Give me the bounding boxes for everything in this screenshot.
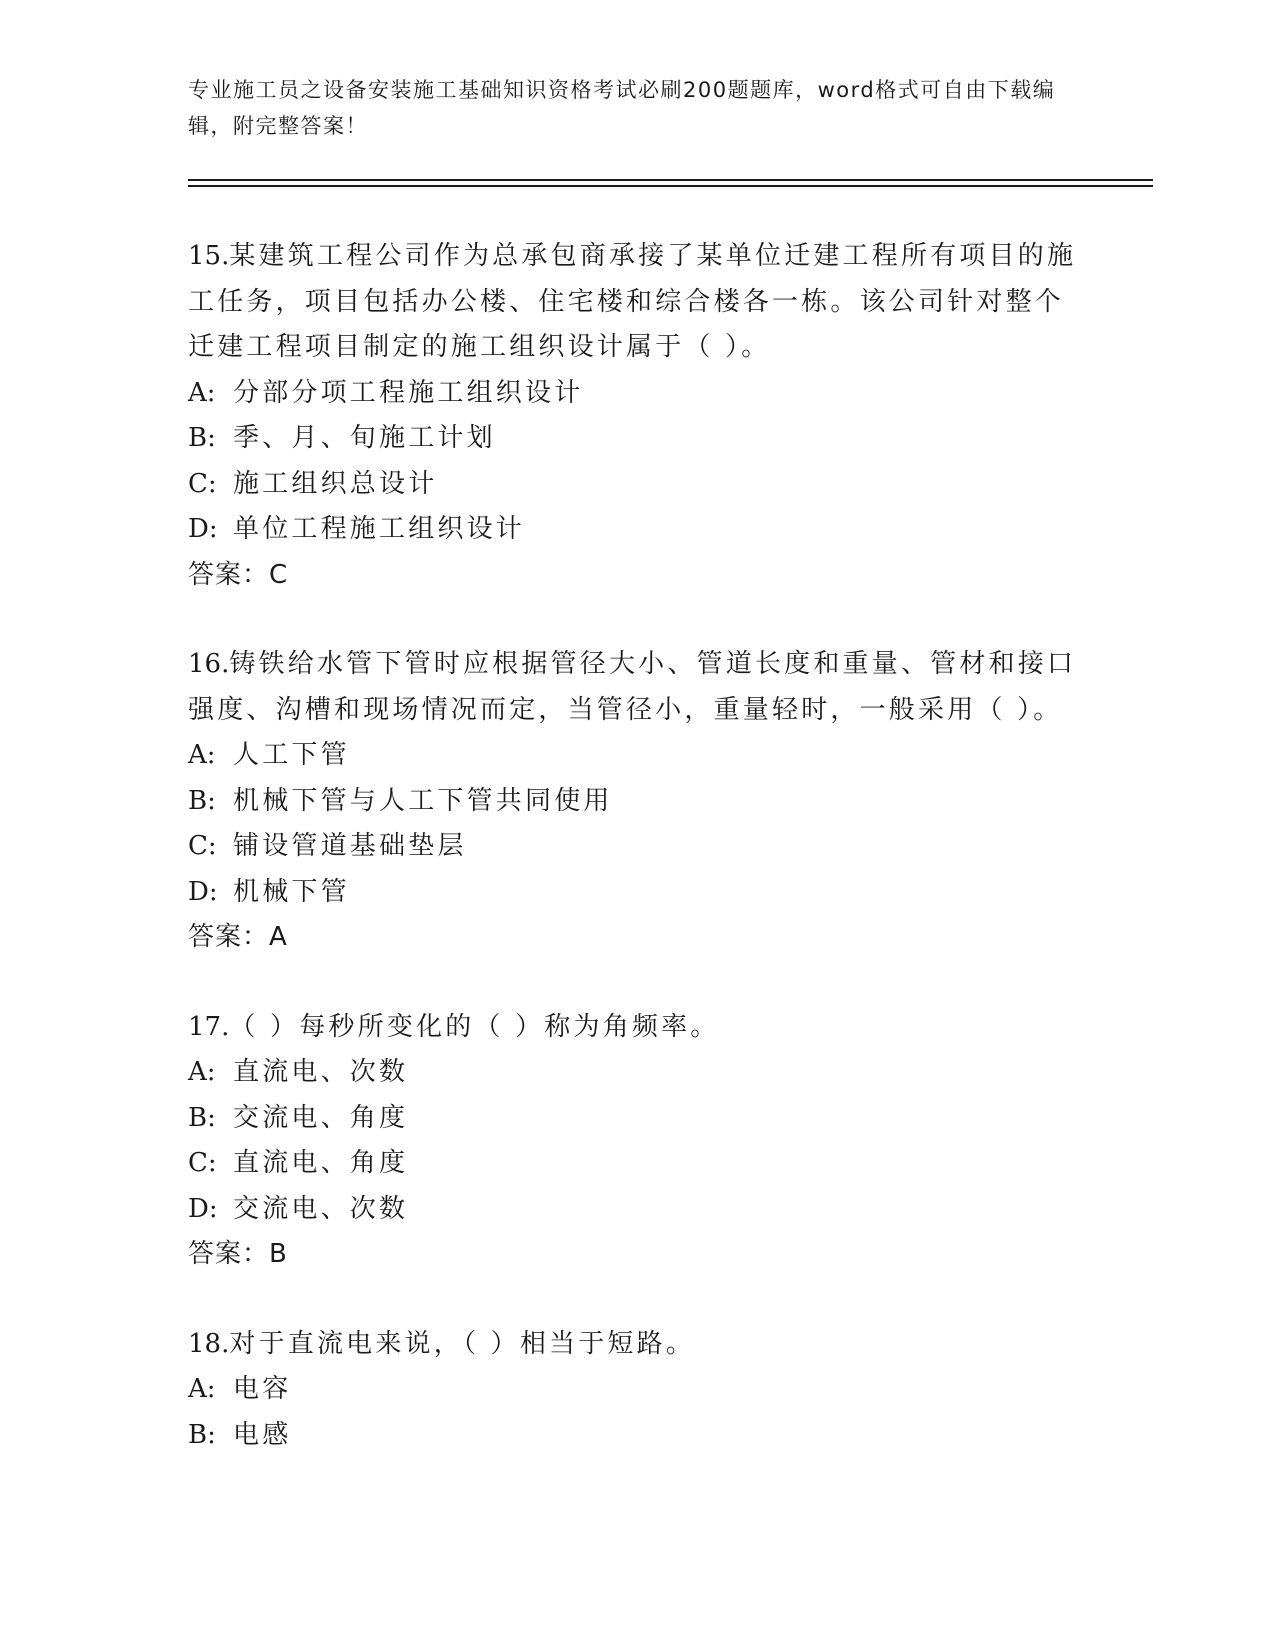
option-b xyxy=(188,1096,1088,1142)
question-body: （ ）每秒所变化的（ ）称为角频率。 xyxy=(229,1011,720,1042)
question-body: 铸铁给水管下管时应根据管径大小、管道长度和重量、管材和接口强度、沟槽和现场情况而定，当管径小，重量轻时，一般采用（ ）。 xyxy=(188,649,1077,725)
option-b xyxy=(188,416,1088,462)
option-text: 机械下管 xyxy=(233,876,350,907)
option-text: 电容 xyxy=(233,1374,292,1404)
option-a xyxy=(188,371,1088,417)
option-letter: C: xyxy=(188,468,217,499)
question-body: 对于直流电来说，（ ）相当于短路。 xyxy=(229,1328,696,1359)
answer: 答案：A xyxy=(188,922,288,952)
header-divider-bottom xyxy=(188,185,1153,187)
option-letter: D: xyxy=(188,876,218,907)
option-text: 直流电、次数 xyxy=(233,1057,409,1087)
option-letter: C: xyxy=(188,1148,217,1178)
option-text: 单位工程施工组织设计 xyxy=(233,514,526,544)
option-text: 电感 xyxy=(233,1419,292,1450)
question-text xyxy=(188,1005,1088,1051)
header-divider-top xyxy=(188,179,1153,181)
document-header: 专业施工员之设备安装施工基础知识资格考试必刷200题题库，word格式可自由下载编辑，附完整答案！ xyxy=(188,78,1056,138)
question-text xyxy=(188,234,1088,371)
option-b xyxy=(188,779,1088,825)
option-text: 分部分项工程施工组织设计 xyxy=(233,377,584,408)
question-number: 16. xyxy=(188,649,230,679)
option-letter: D: xyxy=(188,514,218,544)
option-a xyxy=(188,1050,1088,1096)
option-text: 人工下管 xyxy=(233,740,350,770)
option-d xyxy=(188,1187,1088,1233)
option-a xyxy=(188,733,1088,779)
question-list xyxy=(188,234,1088,1502)
option-text: 铺设管道基础垫层 xyxy=(233,831,467,861)
option-text: 季、月、旬施工计划 xyxy=(233,423,496,453)
option-text: 直流电、角度 xyxy=(233,1148,409,1178)
option-b xyxy=(188,1413,1088,1459)
option-letter: B: xyxy=(188,423,216,453)
option-text: 交流电、角度 xyxy=(233,1102,409,1133)
option-letter: A: xyxy=(188,1057,216,1087)
answer: 答案：C xyxy=(188,559,289,590)
question-16 xyxy=(188,642,1088,961)
option-text: 施工组织总设计 xyxy=(233,468,438,499)
option-letter: A: xyxy=(188,740,216,770)
question-number: 15. xyxy=(188,241,230,271)
question-18 xyxy=(188,1322,1088,1459)
answer: 答案：B xyxy=(188,1239,288,1269)
question-text xyxy=(188,1322,1088,1368)
question-body: 某建筑工程公司作为总承包商承接了某单位迁建工程所有项目的施工任务，项目包括办公楼、住宅楼和综合楼各一栋。该公司针对整个迁建工程项目制定的施工组织设计属于（ ）。 xyxy=(188,241,1077,362)
option-letter: D: xyxy=(188,1193,218,1224)
question-15 xyxy=(188,234,1088,598)
option-a xyxy=(188,1367,1088,1413)
option-letter: B: xyxy=(188,1102,216,1133)
option-c xyxy=(188,462,1088,508)
option-letter: A: xyxy=(188,377,216,408)
question-number: 18. xyxy=(188,1328,230,1359)
question-number: 17. xyxy=(188,1011,230,1042)
option-text: 交流电、次数 xyxy=(233,1193,409,1224)
option-c xyxy=(188,1141,1088,1187)
option-letter: A: xyxy=(188,1374,216,1404)
option-d xyxy=(188,507,1088,553)
question-17 xyxy=(188,1005,1088,1278)
option-letter: B: xyxy=(188,785,216,816)
question-text xyxy=(188,642,1088,733)
option-d xyxy=(188,870,1088,916)
option-text: 机械下管与人工下管共同使用 xyxy=(233,785,613,816)
option-letter: B: xyxy=(188,1419,216,1450)
option-letter: C: xyxy=(188,831,217,861)
option-c xyxy=(188,824,1088,870)
